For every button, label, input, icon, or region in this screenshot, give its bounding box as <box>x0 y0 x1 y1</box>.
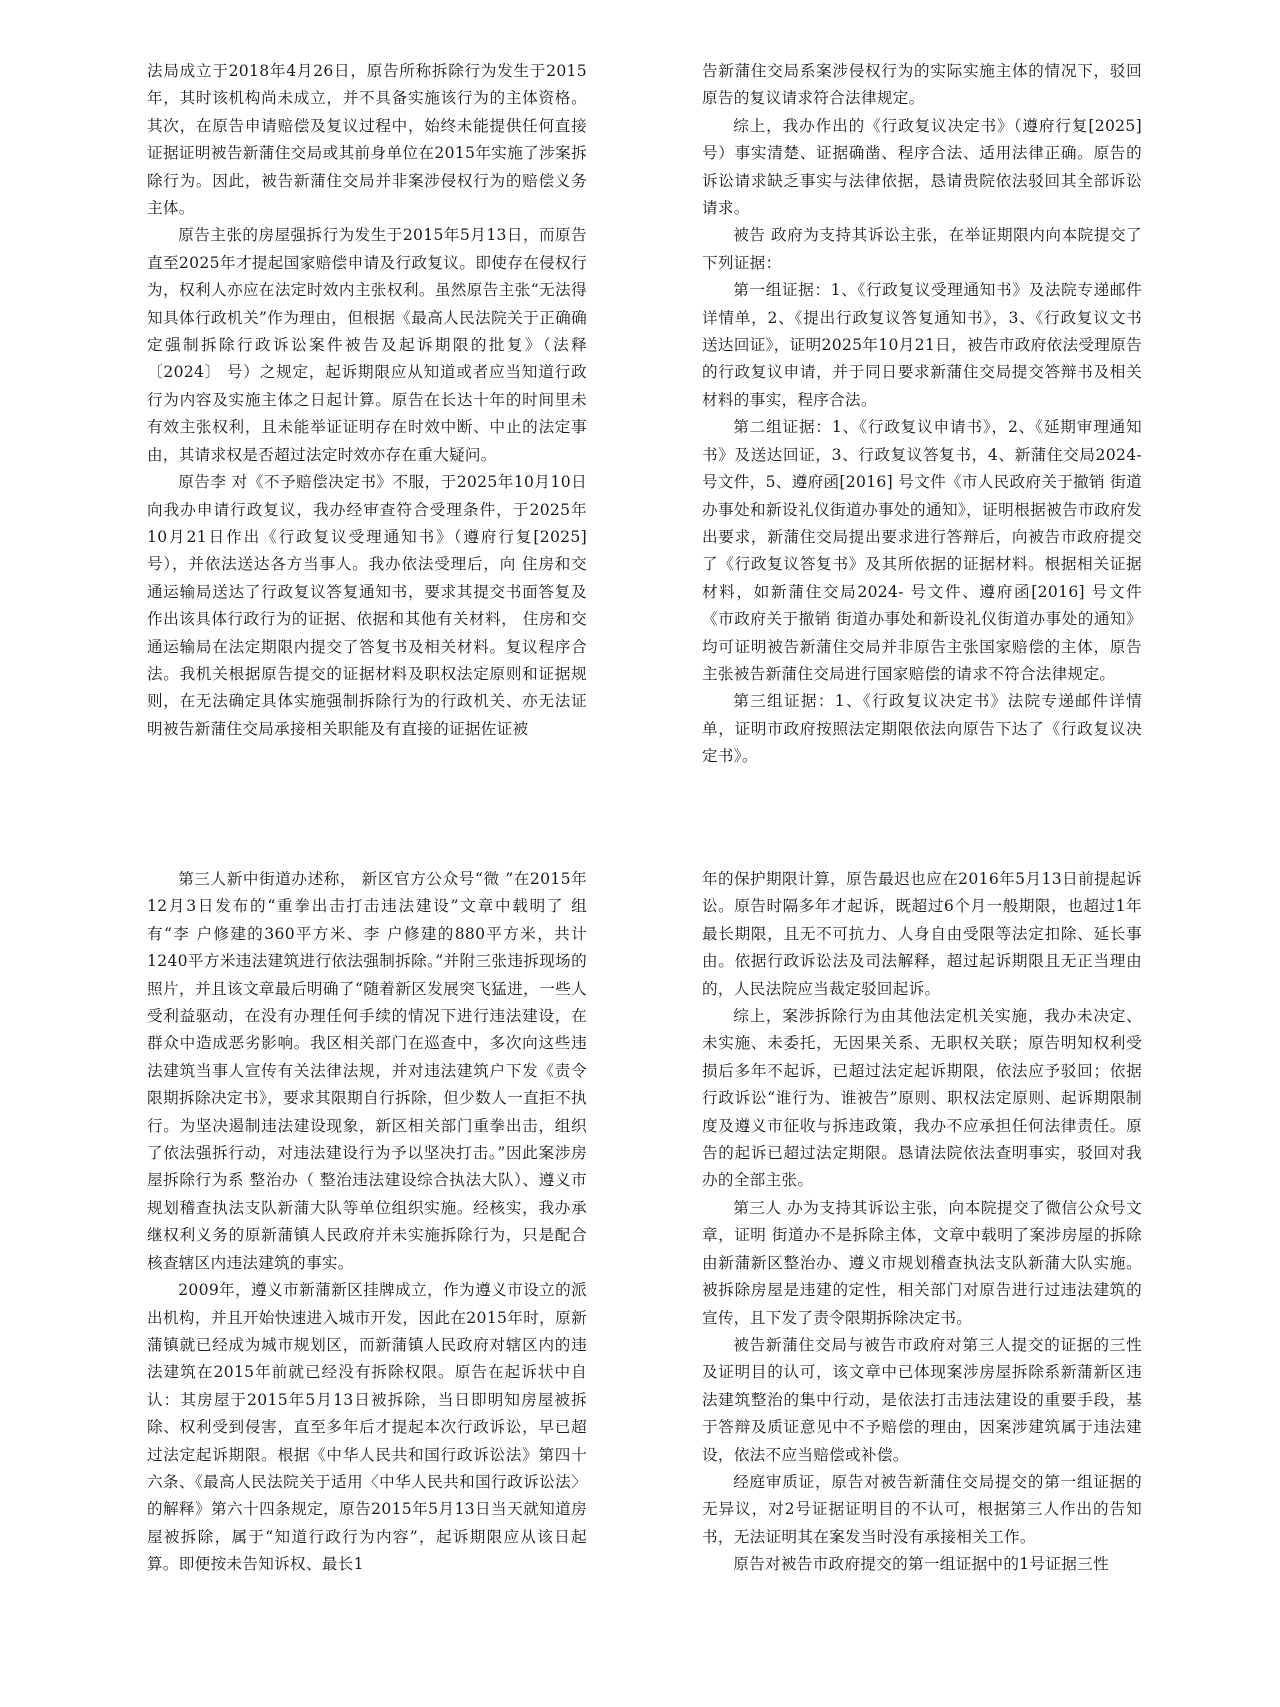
paragraph: 法局成立于2018年4月26日，原告所称拆除行为发生于2015年，其时该机构尚未成立，并不具备实施该行为的主体资格。其次，在原告申请赔偿及复议过程中，始终未能提供任何直接证据证明被告新蒲住交局或其前身单位在2015年实施了涉案拆除行为。因此，被告新蒲住交局并非案涉侵权行为的赔偿义务主体。 <box>147 62 587 218</box>
paragraph: 原告对被告市政府提交的第一组证据中的1号证据三性 <box>733 1555 1109 1574</box>
paragraph: 告新蒲住交局系案涉侵权行为的实际实施主体的情况下，驳回原告的复议请求符合法律规定。 <box>702 62 1142 108</box>
paragraph: 被告 政府为支持其诉讼主张，在举证期限内向本院提交了下列证据： <box>702 226 1142 272</box>
paragraph: 原告主张的房屋强拆行为发生于2015年5月13日，而原告直至2025年才提起国家赔偿申请及行政复议。即使存在侵权行为，权利人亦应在法定时效内主张权利。虽然原告主张“无法得知具体行政机关”作为理由，但根据《最高人民法院关于正确确定强制拆除行政诉讼案件被告及起诉期限的批复》（法释〔2024〕 号）之规定，起诉期限应从知道或者应当知道行政行为内容及实施主体之日起计算。原告在长达十年的时间里未有效主张权利，且未能举证证明存在时效中断、中止的法定事由，其请求权是否超过法定时效亦存在重大疑问。 <box>147 226 587 464</box>
paragraph: 第一组证据：1、《行政复议受理通知书》及法院专递邮件详情单，2、《提出行政复议答复通知书》，3、《行政复议文书送达回证》，证明2025年10月21日，被告市政府依法受理原告的行政复议申请，并于同日要求新蒲住交局提交答辩书及相关材料的事实，程序合法。 <box>702 281 1142 409</box>
page-top-right <box>702 58 1142 771</box>
paragraph: 第三人 办为支持其诉讼主张，向本院提交了微信公众号文章，证明 街道办不是拆除主体，文章中载明了案涉房屋的拆除由新蒲新区整治办、遵义市规划稽查执法支队新蒲大队实施。被拆除房屋是违建的定性，相关部门对原告进行过违法建筑的宣传，且下发了责令限期拆除决定书。 <box>702 1198 1142 1327</box>
paragraph: 被告新蒲住交局与被告市政府对第三人提交的证据的三性及证明目的认可，该文章中已体现案涉房屋拆除系新蒲新区违法建筑整治的集中行动，是依法打击违法建设的重要手段，基于答辩及质证意见中不予赔偿的理由，因案涉建筑属于违法建设，依法不应当赔偿或补偿。 <box>702 1335 1142 1464</box>
paragraph: 原告李 对《不予赔偿决定书》不服，于2025年10月10日向我办申请行政复议，我办经审查符合受理条件，于2025年10月21日作出《行政复议受理通知书》（遵府行复[2025] 号），并依法送达各方当事人。我办依法受理后，向 住房和交通运输局送达了行政复议答复通知书，要求其提交书面答复及作出该具体行政行为的证据、依据和其他有关材料， 住房和交通运输局在法定期限内提交了答复书及相关材料。复议程序合法。我机关根据原告提交的证据材料及职权法定原则和证据规则，在无法确定具体实施强制拆除行为的行政机关、亦无法证明被告新蒲住交局承接相关职能及有直接的证据佐证被 <box>147 473 587 738</box>
paragraph: 经庭审质证，原告对被告新蒲住交局提交的第一组证据的无异议，对2号证据证明目的不认可，根据第三人作出的告知书，无法证明其在案发当时没有承接相关工作。 <box>702 1472 1142 1546</box>
paragraph: 第三组证据：1、《行政复议决定书》法院专递邮件详情单，证明市政府按照法定期限依法向原告下达了《行政复议决定书》。 <box>702 692 1142 766</box>
paragraph: 综上，案涉拆除行为由其他法定机关实施，我办未决定、未实施、未委托，无因果关系、无职权关联；原告明知权利受损后多年不起诉，已超过法定起诉期限，依法应予驳回；依据行政诉讼“谁行为、谁被告”原则、职权法定原则、起诉期限制度及遵义市征收与拆违政策，我办不应承担任何法律责任。原告的起诉已超过法定期限。恳请法院依法查明事实，驳回对我办的全部主张。 <box>702 1007 1142 1190</box>
paragraph: 第三人新中街道办述称， 新区官方公众号“微 ”在2015年12月3日发布的“重拳出击打击违法建设”文章中载明了 组有“李 户修建的360平方米、李 户修建的880平方米，共计1240平方米违法建筑进行依法强制拆除。”并附三张违拆现场的照片，并且该文章最后明确了“随着新区发展突飞猛进，一些人受利益驱动，在没有办理任何手续的情况下进行违法建设，在群众中造成恶劣影响。我区相关部门在巡查中，多次向这些违法建筑当事人宣传有关法律法规，并对违法建筑户下发《责令限期拆除决定书》，要求其限期自行拆除，但少数人一直拒不执行。为坚决遏制违法建设现象，新区相关部门重拳出击，组织了依法强拆行动，对违法建设行为予以坚决打击。”因此案涉房屋拆除行为系 整治办（ 整治违法建设综合执法大队）、遵义市规划稽查执法支队新蒲大队等单位组织实施。经核实，我办承继权利义务的原新蒲镇人民政府并未实施拆除行为，只是配合核查辖区内违法建筑的事实。 <box>147 870 587 1272</box>
paragraph: 2009年，遵义市新蒲新区挂牌成立，作为遵义市设立的派出机构，并且开始快速进入城市开发，因此在2015年时，原新蒲镇就已经成为城市规划区，而新蒲镇人民政府对辖区内的违法建筑在2015年前就已经没有拆除权限。原告在起诉状中自认：其房屋于2015年5月13日被拆除，当日即明知房屋被拆除、权利受到侵害，直至多年后才提起本次行政诉讼，早已超过法定起诉期限。根据《中华人民共和国行政诉讼法》第四十六条、《最高人民法院关于适用〈中华人民共和国行政诉讼法〉的解释》第六十四条规定，原告2015年5月13日当天就知道房屋被拆除，属于“知道行政行为内容”，起诉期限应从该日起算。即便按未告知诉权、最长1 <box>147 1281 587 1574</box>
paragraph: 年的保护期限计算，原告最迟也应在2016年5月13日前提起诉讼。原告时隔多年才起诉，既超过6个月一般期限，也超过1年最长期限，且无不可抗力、人身自由受限等法定扣除、延长事由。依据行政诉讼法及司法解释，超过起诉期限且无正当理由的，人民法院应当裁定驳回起诉。 <box>702 870 1142 998</box>
page-bottom-left <box>147 866 587 1579</box>
paragraph: 综上，我办作出的《行政复议决定书》（遵府行复[2025] 号）事实清楚、证据确凿、程序合法、适用法律正确。原告的诉讼请求缺乏事实与法律依据，恳请贵院依法驳回其全部诉讼请求。 <box>702 116 1142 218</box>
page-top-left <box>147 58 587 743</box>
paragraph: 第二组证据：1、《行政复议申请书》，2、《延期审理通知书》及送达回证，3、行政复议答复书，4、新蒲住交局2024- 号文件，5、遵府函[2016] 号文件《市人民政府关于撤销 街道办事处和新设礼仪街道办事处的通知》，证明根据被告市政府发出要求，新蒲住交局提出要求进行答辩后，向被告市政府提交了《行政复议答复书》及其所依据的证据材料。根据相关证据材料，如新蒲住交局2024- 号文件、遵府函[2016] 号文件《市政府关于撤销 街道办事处和新设礼仪街道办事处的通知》均可证明被告新蒲住交局并非原告主张国家赔偿的主体，原告主张被告新蒲住交局进行国家赔偿的请求不符合法律规定。 <box>702 418 1142 683</box>
page-bottom-right <box>702 866 1142 1579</box>
